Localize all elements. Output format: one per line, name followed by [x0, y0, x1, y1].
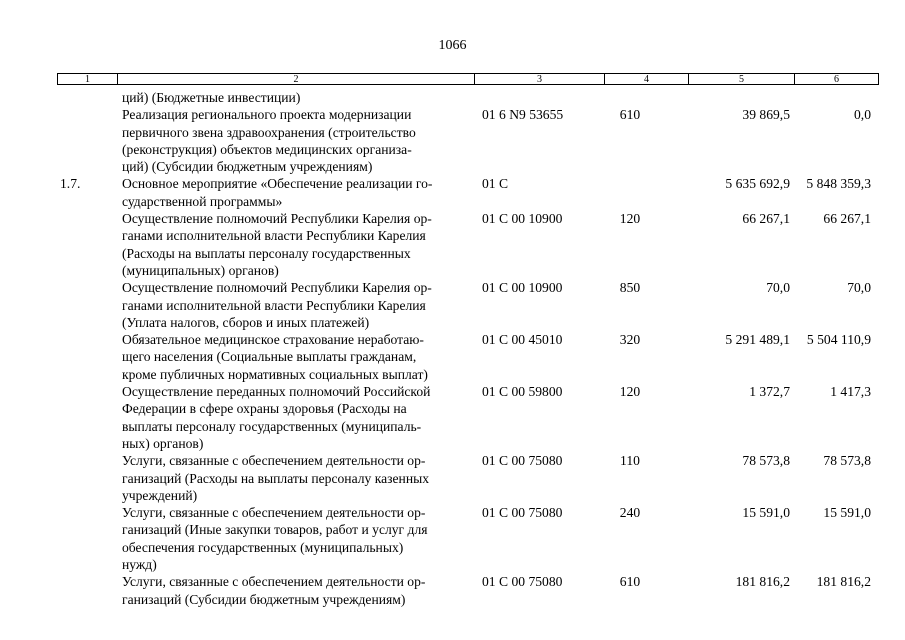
budget-classification-code: 01 6 N9 53655 — [482, 107, 564, 123]
budget-classification-code: 01 С 00 45010 — [482, 332, 563, 348]
description-line: ганизаций (Иные закупки товаров, работ и услуг для — [122, 522, 428, 538]
expense-type-code: 320 — [619, 332, 641, 348]
amount-column-5: 70,0 — [766, 280, 790, 296]
header-col-4: 4 — [605, 74, 689, 84]
amount-column-6: 5 848 359,3 — [806, 176, 871, 192]
amount-column-6: 181 816,2 — [816, 574, 871, 590]
amount-column-5: 5 291 489,1 — [725, 332, 790, 348]
amount-column-6: 78 573,8 — [823, 453, 871, 469]
row-number: 1.7. — [60, 176, 81, 192]
budget-classification-code: 01 С 00 10900 — [482, 211, 563, 227]
amount-column-5: 78 573,8 — [742, 453, 790, 469]
table-row — [57, 331, 879, 383]
row-description — [117, 383, 474, 452]
description-line: (муниципальных) органов) — [122, 262, 279, 278]
budget-classification-code: 01 С 00 75080 — [482, 505, 563, 521]
description-line: обеспечения государственных (муниципальных) — [122, 539, 404, 555]
table-row — [57, 89, 879, 106]
table-body — [57, 89, 879, 608]
amount-column-5: 15 591,0 — [742, 505, 790, 521]
budget-classification-code: 01 С 00 59800 — [482, 384, 563, 400]
expense-type-code: 120 — [619, 384, 641, 400]
budget-classification-code: 01 С 00 10900 — [482, 280, 563, 296]
table-row — [57, 504, 879, 573]
description-line: Реализация регионального проекта модернизации — [122, 107, 412, 123]
expense-type-code: 120 — [619, 211, 641, 227]
amount-column-5: 66 267,1 — [742, 211, 790, 227]
description-line: Федерации в сфере охраны здоровья (Расходы на — [122, 401, 407, 417]
row-description — [117, 573, 474, 608]
expense-type-code: 240 — [619, 505, 641, 521]
header-col-3: 3 — [475, 74, 605, 84]
row-description — [117, 175, 474, 210]
table-header — [57, 73, 879, 85]
description-line: (Расходы на выплаты персоналу государственных — [122, 245, 411, 261]
amount-column-6: 5 504 110,9 — [806, 332, 871, 348]
table-row — [57, 106, 879, 175]
description-line: ганизаций (Субсидии бюджетным учреждениям) — [122, 591, 406, 607]
row-description — [117, 106, 474, 175]
description-line: щего населения (Социальные выплаты гражданам, — [122, 349, 417, 365]
table-row — [57, 210, 879, 279]
table-row — [57, 573, 879, 608]
description-line: Обязательное медицинское страхование неработаю- — [122, 332, 424, 348]
description-line: ных) органов) — [122, 435, 204, 451]
amount-column-5: 5 635 692,9 — [725, 176, 790, 192]
amount-column-6: 0,0 — [854, 107, 871, 123]
description-line: Услуги, связанные с обеспечением деятельности ор- — [122, 574, 426, 590]
row-description — [117, 89, 474, 106]
row-description — [117, 452, 474, 504]
header-col-2: 2 — [118, 74, 475, 84]
expense-type-code: 110 — [620, 453, 640, 469]
description-line: Услуги, связанные с обеспечением деятельности ор- — [122, 505, 426, 521]
description-line: ганами исполнительной власти Республики Карелия — [122, 297, 426, 313]
description-line: Осуществление полномочий Республики Карелия ор- — [122, 211, 432, 227]
budget-classification-code: 01 С 00 75080 — [482, 453, 563, 469]
header-col-1: 1 — [58, 74, 118, 84]
expense-type-code: 610 — [619, 107, 641, 123]
description-line: первичного звена здравоохранения (строительство — [122, 124, 416, 140]
description-line: ганизаций (Расходы на выплаты персоналу казенных — [122, 470, 430, 486]
row-description — [117, 279, 474, 331]
description-line: Осуществление переданных полномочий Российской — [122, 384, 431, 400]
row-description — [117, 210, 474, 279]
amount-column-6: 1 417,3 — [830, 384, 871, 400]
header-col-5: 5 — [689, 74, 795, 84]
description-line: ций) (Субсидии бюджетным учреждениям) — [122, 159, 373, 175]
table-row — [57, 383, 879, 452]
amount-column-6: 15 591,0 — [823, 505, 871, 521]
description-line: (Уплата налогов, сборов и иных платежей) — [122, 314, 370, 330]
description-line: сударственной программы» — [122, 193, 283, 209]
table-row — [57, 175, 879, 210]
amount-column-5: 181 816,2 — [735, 574, 790, 590]
description-line: учреждений) — [122, 487, 198, 503]
description-line: ций) (Бюджетные инвестиции) — [122, 90, 301, 105]
budget-classification-code: 01 С 00 75080 — [482, 574, 563, 590]
header-col-6: 6 — [834, 74, 839, 85]
amount-column-6: 66 267,1 — [823, 211, 871, 227]
description-line: кроме публичных нормативных социальных выплат) — [122, 366, 428, 382]
amount-column-6: 70,0 — [847, 280, 871, 296]
row-description — [117, 504, 474, 573]
amount-column-5: 1 372,7 — [749, 384, 790, 400]
description-line: выплаты персоналу государственных (муниципаль- — [122, 418, 422, 434]
description-line: ганами исполнительной власти Республики Карелия — [122, 228, 426, 244]
description-line: Основное мероприятие «Обеспечение реализации го- — [122, 176, 433, 192]
row-description — [117, 331, 474, 383]
description-line: Услуги, связанные с обеспечением деятельности ор- — [122, 453, 426, 469]
amount-column-5: 39 869,5 — [742, 107, 790, 123]
description-line: Осуществление полномочий Республики Карелия ор- — [122, 280, 432, 296]
table-row — [57, 452, 879, 504]
expense-type-code: 850 — [619, 280, 641, 296]
description-line: (реконструкция) объектов медицинских организа- — [122, 141, 412, 157]
expense-type-code: 610 — [619, 574, 641, 590]
table-row — [57, 279, 879, 331]
description-line: нужд) — [122, 557, 157, 573]
budget-classification-code: 01 С — [482, 176, 509, 192]
page-number: 1066 — [438, 38, 467, 53]
